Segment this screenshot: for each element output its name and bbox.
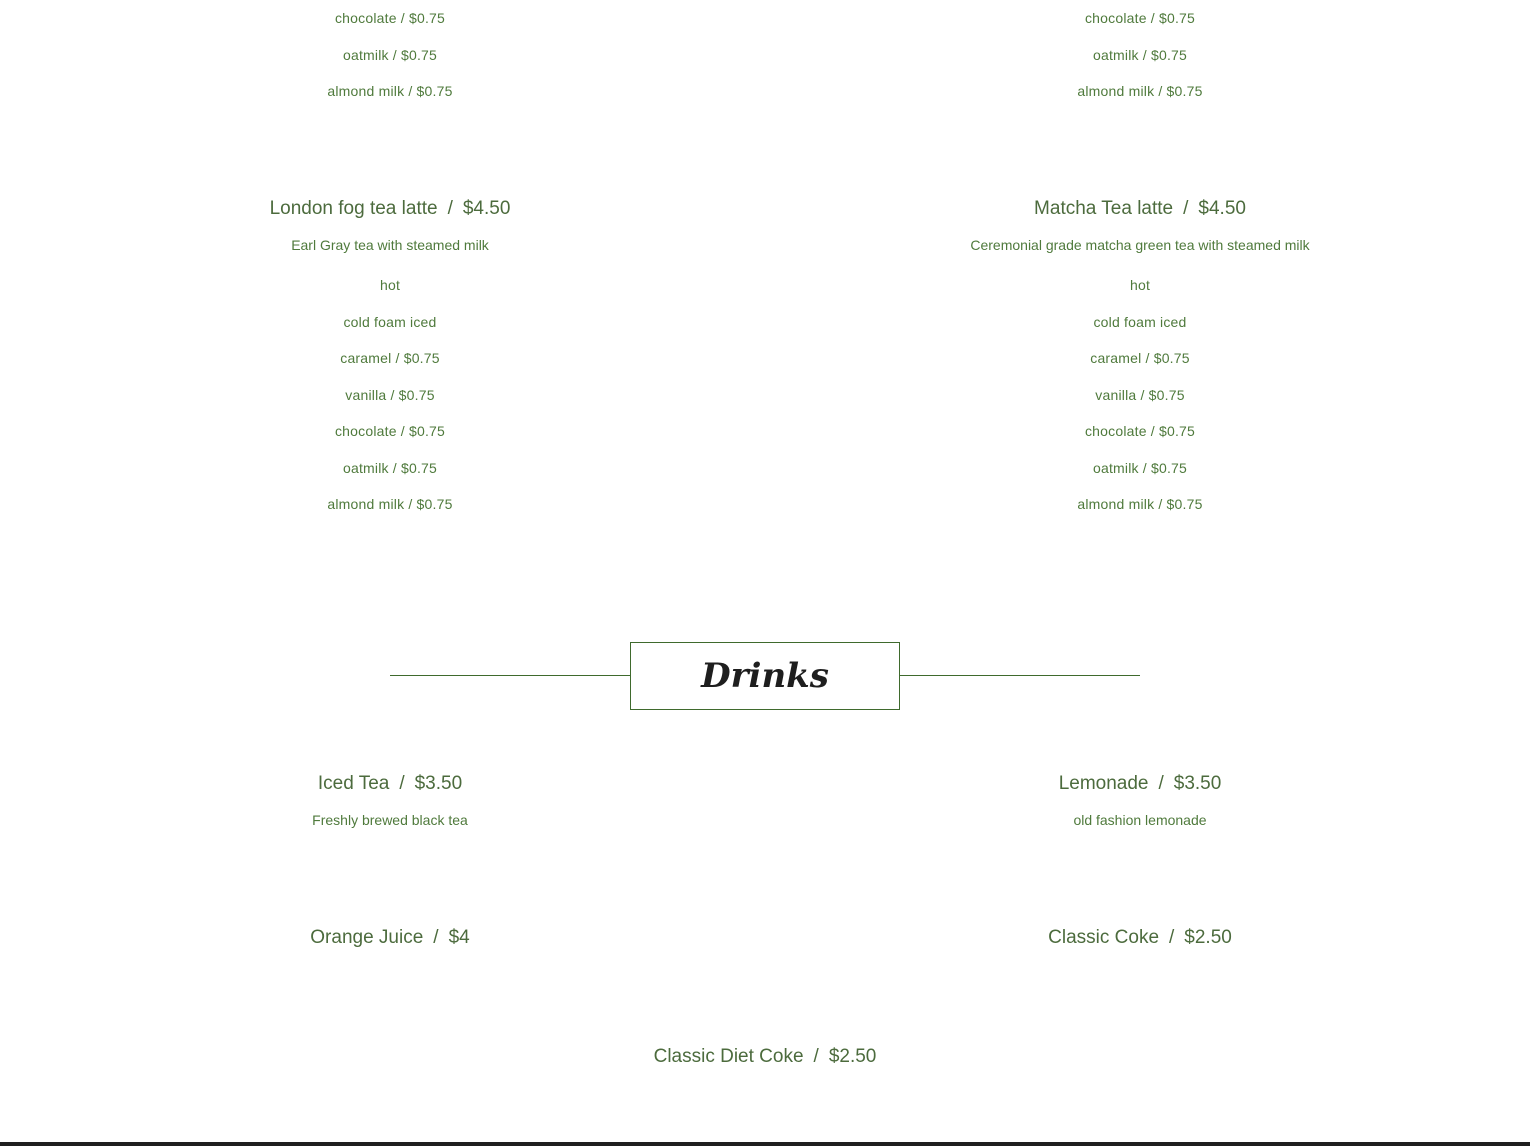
option-item: chocolate / $0.75: [1084, 423, 1196, 439]
option-item: caramel / $0.75: [340, 350, 440, 366]
item-price: $4.50: [462, 198, 511, 219]
separator: /: [399, 773, 405, 794]
separator: /: [447, 198, 453, 219]
item-name: Matcha Tea latte: [1034, 198, 1174, 219]
item-title: [40, 927, 740, 949]
option-item: hot: [379, 277, 401, 293]
addon-item: chocolate / $0.75: [334, 10, 446, 26]
item-price: $2.50: [1184, 927, 1232, 948]
addon-item: almond milk / $0.75: [327, 83, 453, 99]
item-description: Freshly brewed black tea: [312, 812, 468, 828]
option-item: hot: [1129, 277, 1151, 293]
option-item: almond milk / $0.75: [327, 496, 453, 512]
option-item: oatmilk / $0.75: [342, 460, 438, 476]
item-name: Classic Diet Coke: [653, 1046, 804, 1067]
item-title: [790, 927, 1490, 949]
item-title: [790, 773, 1490, 795]
item-price: $3.50: [414, 773, 463, 794]
option-item: cold foam iced: [343, 314, 437, 330]
item-title: [790, 198, 1490, 220]
item-name: Orange Juice: [310, 927, 424, 948]
option-item: vanilla / $0.75: [345, 387, 435, 403]
item-price: $3.50: [1173, 773, 1222, 794]
separator: /: [1158, 773, 1164, 794]
addon-item: almond milk / $0.75: [1077, 83, 1203, 99]
item-price: $4.50: [1198, 198, 1246, 219]
section-rule-left: [390, 675, 630, 676]
page-bottom-edge: [0, 1142, 1530, 1146]
addon-item: oatmilk / $0.75: [1092, 47, 1188, 63]
addon-item: oatmilk / $0.75: [342, 47, 438, 63]
item-description: Earl Gray tea with steamed milk: [291, 237, 489, 253]
option-item: vanilla / $0.75: [1095, 387, 1185, 403]
item-title: [40, 198, 740, 220]
separator: /: [813, 1046, 819, 1067]
option-item: caramel / $0.75: [1090, 350, 1190, 366]
separator: /: [433, 927, 439, 948]
separator: /: [1169, 927, 1175, 948]
option-item: cold foam iced: [1093, 314, 1187, 330]
item-name: London fog tea latte: [269, 198, 438, 219]
section-heading-box: [630, 642, 900, 710]
item-price: $4: [448, 927, 470, 948]
option-item: oatmilk / $0.75: [1092, 460, 1188, 476]
item-name: Iced Tea: [317, 773, 390, 794]
item-title: [40, 773, 740, 795]
section-rule-right: [900, 675, 1140, 676]
item-name: Lemonade: [1058, 773, 1149, 794]
item-price: $2.50: [828, 1046, 877, 1067]
option-item: chocolate / $0.75: [334, 423, 446, 439]
item-description: Ceremonial grade matcha green tea with steamed milk: [970, 237, 1310, 253]
section-title: Drinks: [701, 656, 829, 696]
option-item: almond milk / $0.75: [1077, 496, 1203, 512]
item-description: old fashion lemonade: [1073, 812, 1207, 828]
separator: /: [1183, 198, 1189, 219]
addon-item: chocolate / $0.75: [1084, 10, 1196, 26]
item-name: Classic Coke: [1048, 927, 1160, 948]
item-title: [415, 1046, 1115, 1068]
